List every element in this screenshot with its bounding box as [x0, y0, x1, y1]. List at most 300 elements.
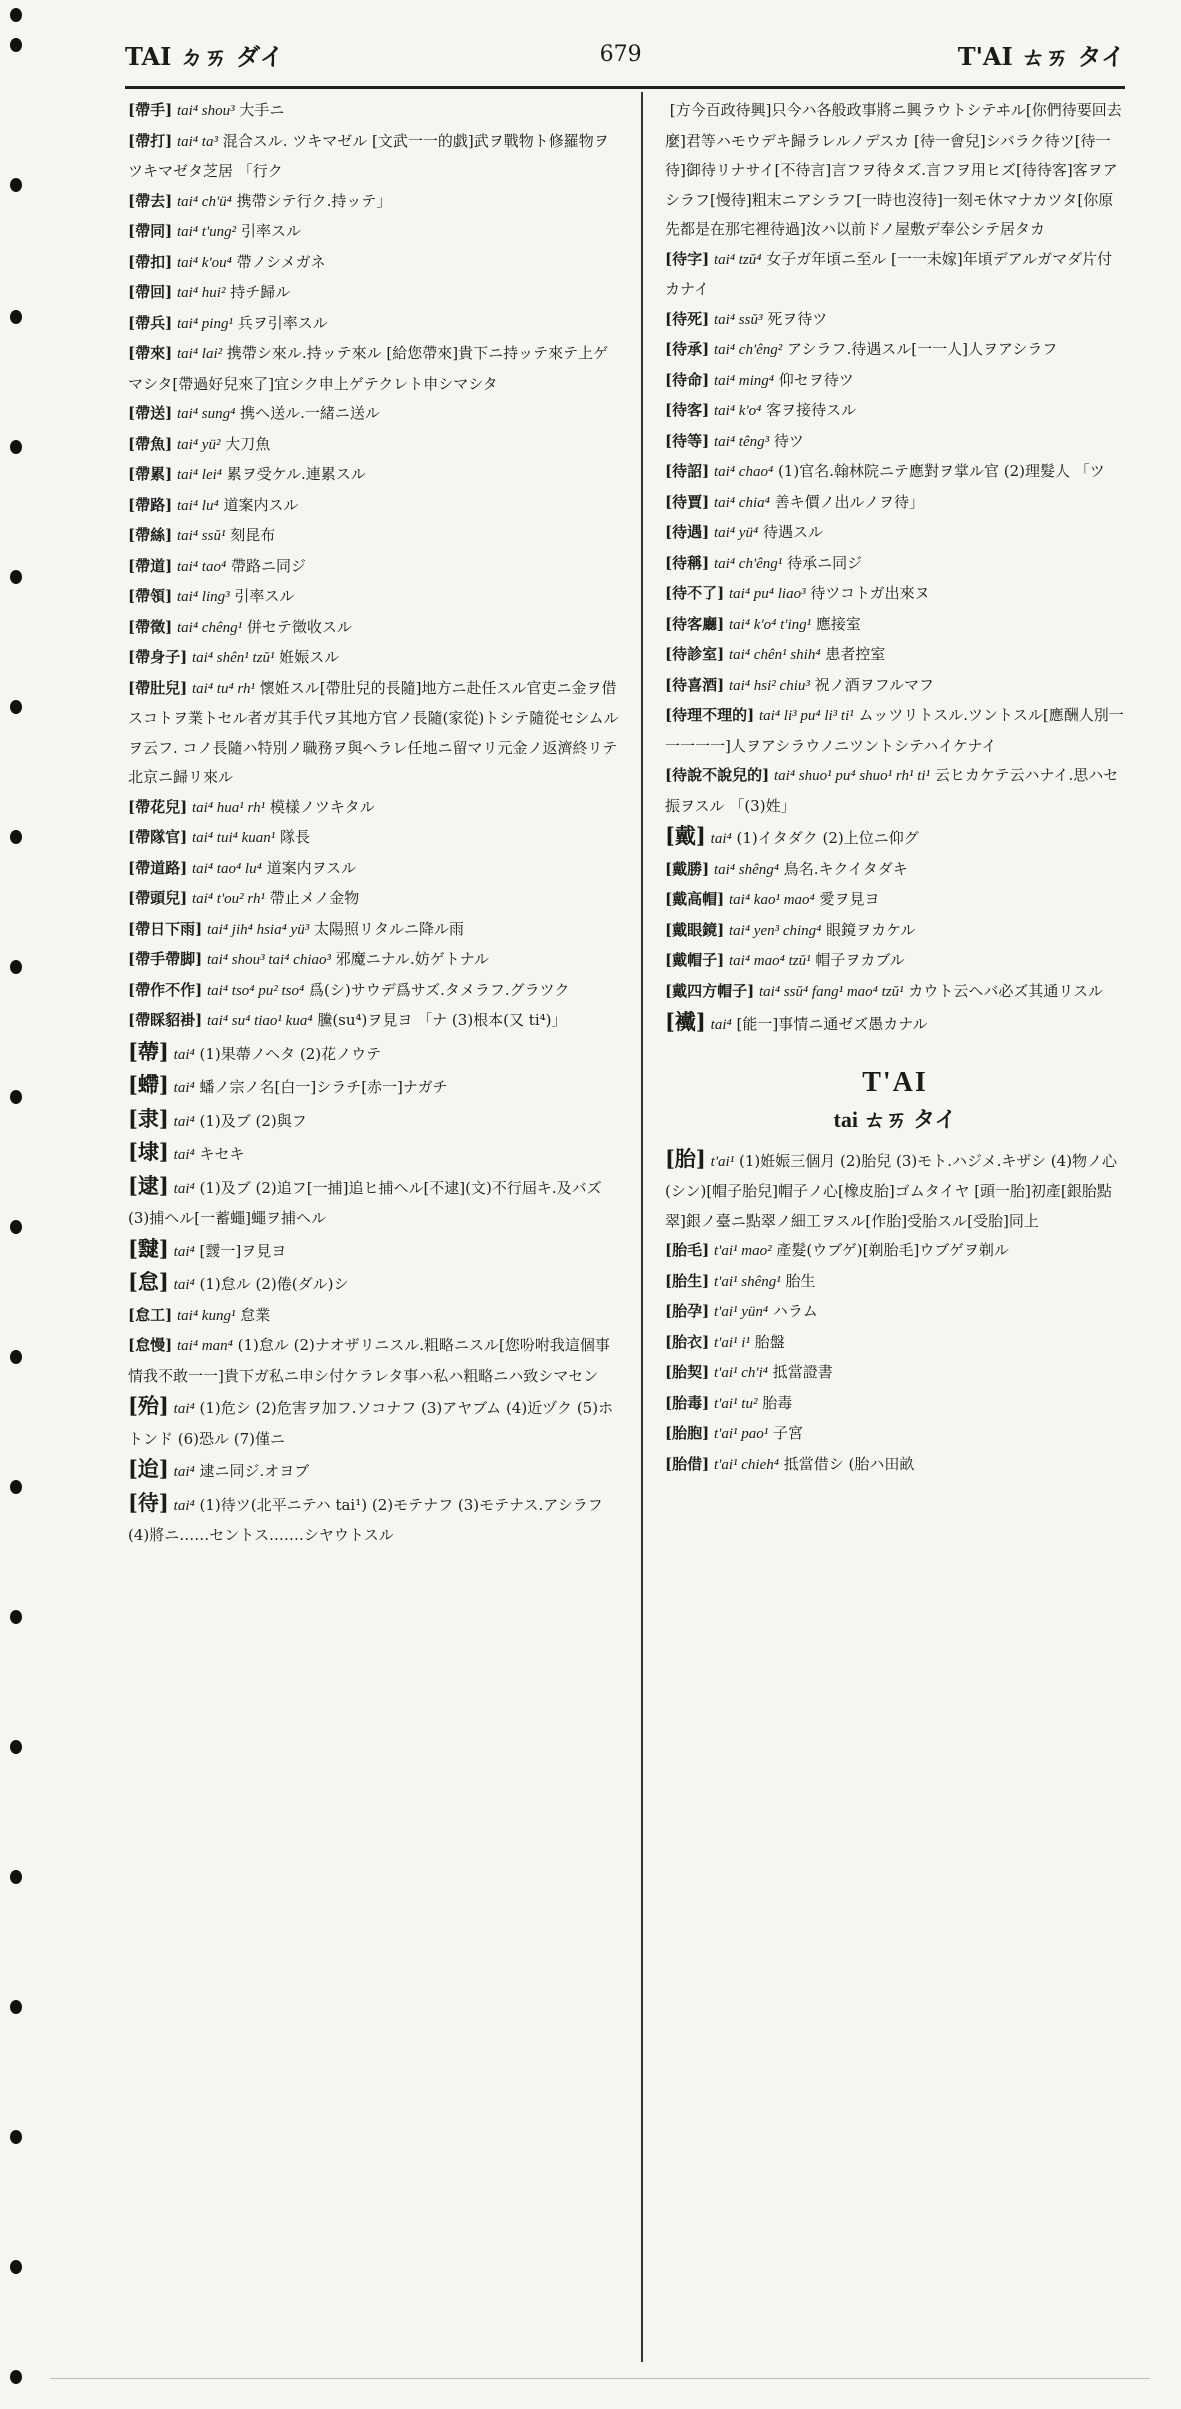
entry-definition: 抵當借シ (胎ハ田畝 [778, 1454, 915, 1473]
dictionary-entry [665, 885, 1125, 916]
dictionary-entry [665, 761, 1125, 821]
entry-definition: (1)官名.翰林院ニテ應對ヲ掌ル官 (2)理髮人 「ツ [773, 462, 1105, 480]
entry-pronunciation: tai⁴ ssŭ¹ [176, 528, 226, 544]
entry-pronunciation: tai⁴ pu⁴ liao³ [728, 586, 806, 602]
entry-pronunciation: tai⁴ [173, 1243, 195, 1260]
dictionary-entry [128, 1006, 620, 1037]
binding-hole [10, 178, 22, 192]
dictionary-entry [128, 1331, 620, 1391]
entry-definition: (1)怠ル (2)倦(ダル)シ [194, 1275, 349, 1293]
entry-pronunciation: tai⁴ ling³ [176, 589, 230, 605]
dictionary-entry [665, 1358, 1125, 1389]
entry-pronunciation: tai⁴ [173, 1180, 195, 1197]
entry-definition: ムッツリトスル.ツントスル[應酬人別一一一一一]人ヲアシラウノニツントシテハイケナイ [665, 706, 1124, 755]
entry-definition: 懷姙スル[帶肚兒的長隨]地方ニ赴任スル官吏ニ金ヲ借スコトヲ業トセル者ガ其手代ヲ其地方官ノ長隨(家從)トシテ隨從セシムルヲ云フ. コノ長隨ハ特別ノ職務ヲ與ヘラレ任地ニ留マリ元金ノ返濟終リテ北京ニ歸リ來ル [128, 678, 619, 786]
entry-definition: 帶ノシメガネ [231, 252, 326, 271]
entry-headword: [帶手] [128, 101, 173, 119]
entry-headword: [迨] [128, 1456, 169, 1481]
entry-pronunciation: tai⁴ [173, 1277, 195, 1293]
entry-pronunciation: t'ai¹ pao¹ [713, 1426, 769, 1442]
dictionary-entry [128, 643, 620, 674]
entry-headword: [帶魚] [128, 434, 173, 453]
dictionary-entry [128, 1488, 620, 1551]
entry-headword: [帶手帶脚] [128, 950, 203, 968]
entry-pronunciation: tai⁴ [710, 831, 732, 847]
dictionary-entry [665, 1144, 1125, 1237]
dictionary-entry [128, 1234, 620, 1268]
dictionary-entry [128, 430, 620, 461]
dictionary-entry [128, 1037, 620, 1071]
entry-definition: (1)及ブ (2)與フ [194, 1111, 307, 1130]
entry-pronunciation: tai⁴ yü⁴ [713, 525, 759, 541]
entry-definition: 待遇スル [758, 523, 823, 541]
binding-hole [10, 310, 22, 324]
entry-headword: [帶來] [128, 344, 173, 362]
entry-pronunciation: tai⁴ [173, 1497, 195, 1514]
entry-definition: 爲(シ)サウデ爲サズ.タメラフ.グラツク [304, 980, 570, 999]
entry-definition: キセキ [194, 1145, 245, 1163]
binding-hole [10, 2370, 22, 2384]
dictionary-entry [665, 335, 1125, 366]
entry-headword: [帶同] [128, 222, 173, 240]
dictionary-entry [128, 1171, 620, 1234]
entry-pronunciation: t'ai¹ shêng¹ [713, 1273, 781, 1290]
entry-pronunciation: tai⁴ [173, 1147, 195, 1163]
dictionary-entry [128, 613, 620, 644]
dictionary-entry [128, 460, 620, 491]
entry-pronunciation: tai⁴ ssŭ³ [713, 311, 763, 328]
left-column [128, 96, 620, 2361]
entry-pronunciation: tai⁴ chên¹ shih⁴ [728, 647, 821, 663]
binding-hole [10, 1350, 22, 1364]
entry-headword: [靆] [128, 1235, 169, 1261]
entry-pronunciation: tai⁴ hua¹ rh¹ [191, 799, 266, 816]
binding-hole [10, 2130, 22, 2144]
dictionary-entry [665, 96, 1125, 245]
entry-headword: [帶頭兒] [128, 889, 188, 907]
dictionary-entry [665, 245, 1125, 305]
dictionary-entry [665, 1450, 1125, 1481]
entry-definition: 胎盤 [749, 1332, 785, 1351]
dictionary-entry [665, 1419, 1125, 1450]
entry-pronunciation: tai⁴ su⁴ tiao¹ kua⁴ [206, 1013, 313, 1029]
entry-pronunciation: tai⁴ k'o⁴ [713, 403, 762, 419]
entry-headword: [帶花兒] [128, 797, 188, 816]
entry-definition: 待ツコトガ出來ヌ [805, 584, 930, 602]
entry-headword: [帶兵] [128, 313, 173, 332]
entry-pronunciation: tai⁴ ping¹ [176, 315, 233, 332]
entry-definition: 女子ガ年頃ニ至ル [一一未嫁]年頃デアルガマダ片付カナイ [665, 249, 1113, 298]
entry-definition: [靉一]ヲ見ヨ [194, 1241, 287, 1260]
entry-definition: 祝ノ酒ヲフルマフ [809, 675, 935, 694]
entry-headword: [胎毒] [665, 1393, 710, 1412]
entry-headword: [胎孕] [665, 1302, 710, 1320]
right-column-bottom [665, 1144, 1125, 1481]
entry-definition: 大手ニ [234, 101, 285, 119]
column-divider [641, 92, 643, 2362]
entry-headword: [胎衣] [665, 1332, 710, 1351]
binding-hole [10, 570, 22, 584]
entry-pronunciation: t'ai¹ tu² [713, 1395, 758, 1412]
entry-definition: 帶止メノ金物 [264, 889, 360, 907]
entry-pronunciation: tai⁴ k'ou⁴ [176, 254, 232, 271]
entry-definition: (1)怠ル (2)ナオザリニスル.粗略ニスル[您吩咐我這個事情我不敢一一]貴下ガ私ニ申シ付ケラレタ事ハ私ハ粗略ニハ致シマセン [128, 1336, 610, 1385]
entry-definition: (1)及ブ (2)追フ[一捕]追ヒ捕ヘル[不逮](文)不行屆キ.及バズ (3)捕ヘル[一蓄蠅]蠅ヲ捕ヘル [128, 1178, 607, 1227]
entry-headword: [螮] [128, 1072, 169, 1097]
entry-headword: [待死] [665, 309, 710, 328]
entry-definition: (1)イタダク (2)上位ニ仰グ [731, 829, 919, 847]
entry-pronunciation: tai⁴ tao⁴ lu⁴ [191, 860, 262, 877]
dictionary-entry [128, 854, 620, 885]
entry-headword: [待承] [665, 340, 710, 358]
binding-hole [10, 1740, 22, 1754]
binding-hole [10, 830, 22, 844]
header-left-title: TAI ㄉㄞ ダイ [125, 41, 284, 71]
entry-headword: [胎毛] [665, 1241, 710, 1259]
entry-headword: [戴勝] [665, 859, 710, 878]
dictionary-entry [128, 915, 620, 946]
dictionary-entry [128, 217, 620, 248]
entry-definition: 引率スル [236, 222, 301, 240]
entry-definition: 鳥名.キクイタダキ [779, 859, 908, 878]
entry-headword: [胎契] [665, 1363, 710, 1381]
entry-definition: 携ヘ送ル.一緒ニ送ル [235, 404, 380, 422]
dictionary-entry [665, 916, 1125, 947]
entry-headword: [帶去] [128, 191, 173, 210]
entry-headword: [帶隊官] [128, 828, 188, 846]
entry-definition: 待ツ [769, 431, 804, 450]
binding-hole [10, 38, 22, 52]
entry-pronunciation: tai⁴ hui² [176, 285, 226, 301]
entry-pronunciation: tai⁴ [173, 1401, 195, 1417]
dictionary-entry [128, 187, 620, 218]
dictionary-entry [128, 1267, 620, 1301]
entry-headword: [胎生] [665, 1271, 710, 1290]
entry-pronunciation: tai⁴ shêng⁴ [713, 861, 779, 878]
entry-definition: 道案内スル [218, 495, 299, 514]
entry-headword: [帶道路] [128, 858, 188, 877]
entry-pronunciation: tai⁴ ch'êng² [713, 342, 783, 358]
dictionary-entry [128, 248, 620, 279]
entry-definition: 併セテ徵收スル [242, 617, 352, 636]
entry-definition: 姙娠スル [274, 648, 340, 666]
entry-headword: [帶身子] [128, 648, 188, 666]
entry-definition: 善キ價ノ出ルノヲ待」 [769, 492, 924, 511]
entry-pronunciation: t'ai¹ mao² [713, 1243, 772, 1259]
dictionary-entry [665, 1007, 1125, 1041]
entry-definition: 云ヒカケテ云ハナイ.思ハセ振ヲスル 「(3)姓」 [665, 766, 1119, 815]
entry-definition: 抵當證書 [768, 1363, 833, 1381]
entry-definition: 待承ニ同ジ [782, 553, 863, 572]
entry-pronunciation: t'ai¹ i¹ [713, 1334, 750, 1351]
entry-definition: 胎毒 [757, 1393, 793, 1412]
section-subtitle: tai ㄊㄞ タイ [833, 1106, 957, 1132]
entry-headword: [胎] [665, 1145, 706, 1171]
binding-hole [10, 8, 22, 22]
entry-definition: 隊長 [275, 828, 311, 846]
entry-pronunciation: tai⁴ chao⁴ [713, 464, 774, 480]
dictionary-entry [665, 579, 1125, 610]
entry-definition: (1)危シ (2)危害ヲ加フ.ソコナフ (3)アヤブム (4)近ヅク (5)ホトンド (6)恐ル (7)僅ニ [128, 1399, 614, 1448]
entry-pronunciation: tai⁴ [173, 1113, 195, 1130]
binding-hole [10, 2260, 22, 2274]
entry-definition: 混合スル. ツキマゼル [文武一一的戯]武ヲ戰物ト修羅物ヲツキマゼタ芝居 「行ク [128, 131, 609, 180]
entry-definition: [方今百政待興]只今ハ各般政事將ニ興ラウトシテヰル[你們待要回去麼]君等ハモウデキ歸ラレルノデスカ [待一會兒]シバラク待ツ[待一待]御待リナサイ[不待言]言フヲ待タズ.言フヲ用ヒズ[待待客]客ヲアシラフ[慢待]粗末ニアシラフ[一時也沒待]一刻モ休マナカツタ[你原先都是在那宅裡待過]汝ハ以前ドノ屋敷デ奉公シテ居タカ [665, 101, 1122, 238]
entry-headword: [帶徵] [128, 617, 173, 636]
dictionary-entry [128, 399, 620, 430]
entry-pronunciation: tai⁴ [173, 1046, 195, 1063]
entry-pronunciation: tai⁴ lu⁴ [176, 497, 219, 514]
entry-headword: [帶回] [128, 283, 173, 301]
entry-headword: [待說不說兒的] [665, 766, 770, 784]
entry-definition: (1)待ツ(北平ニテハ tai¹) (2)モテナフ (3)モテナス.アシラフ (4)將ニ……セントス.……シヤウトスル [128, 1495, 608, 1544]
entry-pronunciation: tai⁴ tzŭ⁴ [713, 251, 762, 268]
entry-definition: 客ヲ接待スル [761, 401, 857, 419]
entry-definition: ハラム [768, 1302, 818, 1320]
dictionary-entry [665, 1328, 1125, 1359]
entry-definition: [能一]事情ニ通ゼズ愚カナル [731, 1015, 928, 1033]
entry-pronunciation: tai⁴ têng³ [713, 433, 770, 450]
entry-pronunciation: t'ai¹ chieh⁴ [713, 1456, 779, 1473]
binding-holes [0, 0, 40, 2409]
entry-pronunciation: tai⁴ shou³ tai⁴ chiao³ [206, 952, 331, 968]
entry-headword: [隶] [128, 1105, 169, 1131]
entry-headword: [待等] [665, 431, 710, 450]
dictionary-entry [665, 457, 1125, 488]
entry-definition: 邪魔ニナル.妨ゲトナル [331, 950, 490, 968]
entry-headword: [殆] [128, 1393, 169, 1418]
entry-definition: 黱(su⁴)ヲ見ヨ 「ナ (3)根本(又 ti⁴)」 [312, 1011, 567, 1029]
entry-pronunciation: tai⁴ yü² [176, 436, 221, 453]
dictionary-entry [665, 1267, 1125, 1298]
entry-headword: [待診室] [665, 645, 725, 663]
entry-definition: 引率スル [229, 587, 295, 605]
dictionary-entry [665, 488, 1125, 519]
entry-definition: 道案内ヲスル [261, 858, 357, 877]
dictionary-entry [128, 521, 620, 552]
entry-pronunciation: tai⁴ li³ pu⁴ li³ ti¹ [758, 708, 854, 724]
binding-hole [10, 1480, 22, 1494]
binding-hole [10, 1610, 22, 1624]
entry-headword: [戴帽子] [665, 951, 725, 969]
entry-headword: [帶累] [128, 465, 173, 483]
dictionary-entry [128, 1104, 620, 1138]
entry-definition: 携帶シ來ル.持ッテ來ル [給您帶來]貴下ニ持ッテ來テ上ゲマシタ[帶過好兒來了]宜シク申上ゲテクレト申シマシタ [128, 344, 609, 393]
binding-hole [10, 960, 22, 974]
page-bottom-edge [50, 2378, 1150, 2379]
entry-headword: [戴] [665, 823, 706, 848]
page-number: 679 [599, 41, 642, 67]
binding-hole [10, 440, 22, 454]
entry-definition: アシラフ.待遇スル[一一人]人ヲアシラフ [782, 340, 1058, 358]
entry-definition: 患者控室 [820, 645, 886, 663]
entry-pronunciation: tai⁴ yen³ ching⁴ [728, 922, 822, 939]
entry-definition: (1)果蔕ノヘタ (2)花ノウテ [194, 1044, 382, 1063]
entry-headword: [怠] [128, 1269, 169, 1294]
entry-pronunciation: tai⁴ [173, 1464, 195, 1480]
entry-definition: 累ヲ受ケル.連累スル [222, 465, 366, 483]
entry-definition: 太陽照リタルニ降ル雨 [309, 919, 464, 938]
entry-pronunciation: tai⁴ sung⁴ [176, 406, 236, 422]
entry-definition: 胎生 [780, 1271, 816, 1290]
entry-headword: [待理不理的] [665, 706, 755, 724]
entry-pronunciation: tai⁴ tui⁴ kuan¹ [191, 830, 276, 846]
entry-headword: [待客] [665, 401, 710, 419]
section-title: T'AI [862, 1066, 928, 1098]
entry-headword: [帶路] [128, 495, 173, 514]
entry-definition: 應接室 [811, 614, 861, 633]
dictionary-entry [665, 366, 1125, 397]
entry-headword: [待賈] [665, 492, 710, 511]
header-rule [125, 86, 1125, 89]
dictionary-entry [665, 977, 1125, 1008]
entry-headword: [待客廳] [665, 614, 725, 633]
binding-hole [10, 1220, 22, 1234]
entry-pronunciation: t'ai¹ [710, 1153, 735, 1170]
entry-headword: [待] [128, 1489, 169, 1515]
dictionary-entry [128, 582, 620, 613]
binding-hole [10, 700, 22, 714]
dictionary-entry [128, 823, 620, 854]
entry-definition: 帶路ニ同ジ [226, 556, 306, 575]
entry-headword: [待命] [665, 370, 710, 389]
header-right-title: T'AI ㄊㄞ タイ [957, 41, 1125, 71]
entry-pronunciation: tai⁴ [710, 1017, 732, 1033]
entry-pronunciation: tai⁴ man⁴ [176, 1338, 233, 1354]
dictionary-entry [665, 305, 1125, 336]
entry-pronunciation: tai⁴ lai² [176, 346, 223, 362]
dictionary-entry [665, 671, 1125, 702]
dictionary-entry [128, 976, 620, 1007]
dictionary-entry [128, 884, 620, 915]
entry-headword: [怠慢] [128, 1336, 173, 1354]
dictionary-entry [128, 1137, 620, 1171]
entry-pronunciation: tai⁴ ch'êng¹ [713, 555, 783, 572]
entry-pronunciation: tai⁴ mao⁴ tzŭ¹ [728, 953, 811, 969]
entry-pronunciation: tai⁴ kao¹ mao⁴ [728, 892, 815, 908]
entry-pronunciation: tai⁴ ch'ü⁴ [176, 193, 232, 210]
entry-pronunciation: tai⁴ tu⁴ rh¹ [191, 680, 255, 697]
entry-definition: 兵ヲ引率スル [232, 313, 328, 332]
dictionary-entry [128, 491, 620, 522]
dictionary-entry [665, 821, 1125, 855]
entry-headword: [逮] [128, 1172, 169, 1198]
dictionary-entry [665, 518, 1125, 549]
dictionary-entry [665, 1297, 1125, 1328]
entry-headword: [帶扣] [128, 252, 173, 271]
entry-pronunciation: tai⁴ ssŭ⁴ fang¹ mao⁴ tzŭ¹ [758, 983, 904, 1000]
entry-pronunciation: tai⁴ chêng¹ [176, 619, 243, 636]
entry-pronunciation: t'ai¹ ch'i⁴ [713, 1365, 769, 1381]
entry-headword: [帶道] [128, 556, 173, 575]
dictionary-entry [128, 1070, 620, 1104]
entry-pronunciation: tai⁴ shên¹ tzŭ¹ [191, 650, 275, 666]
entry-headword: [待遇] [665, 523, 710, 541]
entry-pronunciation: tai⁴ tao⁴ [176, 558, 227, 575]
dictionary-entry [128, 339, 620, 399]
dictionary-entry [665, 1236, 1125, 1267]
entry-definition: 產髮(ウブゲ)[剃胎毛]ウブゲヲ剃ル [771, 1241, 1009, 1259]
entry-headword: [戴眼鏡] [665, 920, 725, 939]
dictionary-entry [128, 278, 620, 309]
entry-pronunciation: tai⁴ t'ou² rh¹ [191, 891, 265, 907]
entry-definition: 蟠ノ宗ノ名[白一]シラチ[赤一]ナガチ [194, 1078, 448, 1096]
entry-headword: [帶作不作] [128, 980, 203, 999]
entry-headword: [待稱] [665, 553, 710, 572]
entry-definition: 大刀魚 [220, 434, 271, 453]
entry-headword: [胎借] [665, 1454, 710, 1473]
entry-headword: [帶打] [128, 131, 173, 150]
entry-headword: [埭] [128, 1139, 169, 1164]
entry-definition: 刻昆布 [225, 526, 276, 544]
dictionary-entry [665, 701, 1125, 761]
entry-pronunciation: tai⁴ shuo¹ pu⁴ shuo¹ rh¹ ti¹ [773, 768, 931, 784]
entry-definition: 模樣ノツキタル [265, 797, 375, 816]
entry-pronunciation: tai⁴ ta³ [176, 133, 218, 150]
entry-definition: 怠業 [235, 1305, 271, 1324]
dictionary-entry [128, 96, 620, 127]
entry-headword: [帶絲] [128, 526, 173, 544]
entry-headword: [待字] [665, 249, 710, 268]
entry-definition: 眼鏡ヲカケル [821, 920, 916, 939]
entry-pronunciation: tai⁴ chia⁴ [713, 494, 770, 511]
binding-hole [10, 2000, 22, 2014]
entry-headword: [待不了] [665, 584, 725, 602]
entry-headword: [帶日下雨] [128, 919, 203, 938]
page-header [125, 30, 1125, 78]
binding-hole [10, 1090, 22, 1104]
entry-pronunciation: tai⁴ hsi² chiu³ [728, 677, 810, 694]
dictionary-entry [665, 946, 1125, 977]
entry-pronunciation: tai⁴ tso⁴ pu² tso⁴ [206, 982, 305, 999]
entry-pronunciation: t'ai¹ yün⁴ [713, 1304, 769, 1320]
entry-headword: [帶睬貂褂] [128, 1011, 203, 1029]
dictionary-entry [128, 674, 620, 793]
binding-hole [10, 1870, 22, 1884]
entry-definition: 携帶シテ行ク.持ッテ」 [231, 191, 392, 210]
dictionary-entry [665, 855, 1125, 886]
entry-headword: [戴高帽] [665, 890, 725, 908]
entry-pronunciation: tai⁴ jih⁴ hsia⁴ yü³ [206, 921, 310, 938]
entry-headword: [蔕] [128, 1038, 169, 1064]
dictionary-entry [665, 610, 1125, 641]
dictionary-entry [128, 1301, 620, 1332]
entry-pronunciation: tai⁴ ming⁴ [713, 372, 774, 389]
entry-headword: [待詔] [665, 462, 710, 480]
dictionary-entry [128, 552, 620, 583]
dictionary-entry [665, 549, 1125, 580]
entry-pronunciation: tai⁴ [173, 1080, 195, 1096]
entry-pronunciation: tai⁴ kung¹ [176, 1307, 236, 1324]
entry-headword: [怠工] [128, 1305, 173, 1324]
dictionary-entry [128, 309, 620, 340]
entry-definition: 持チ歸ル [225, 283, 291, 301]
entry-headword: [帶肚兒] [128, 678, 188, 697]
entry-pronunciation: tai⁴ t'ung² [176, 224, 237, 240]
entry-definition: カウト云ヘバ必ズ其通リスル [903, 981, 1104, 1000]
dictionary-entry [665, 640, 1125, 671]
entry-headword: [待喜酒] [665, 675, 725, 694]
entry-pronunciation: tai⁴ shou³ [176, 103, 235, 119]
entry-definition: 愛ヲ見ヨ [814, 890, 880, 908]
entry-headword: [胎胞] [665, 1424, 710, 1442]
right-column-top [665, 96, 1125, 1041]
entry-definition: 死ヲ待ツ [762, 309, 828, 328]
entry-headword: [帶送] [128, 404, 173, 422]
entry-headword: [帶領] [128, 587, 173, 605]
dictionary-entry [665, 396, 1125, 427]
dictionary-entry [128, 793, 620, 824]
